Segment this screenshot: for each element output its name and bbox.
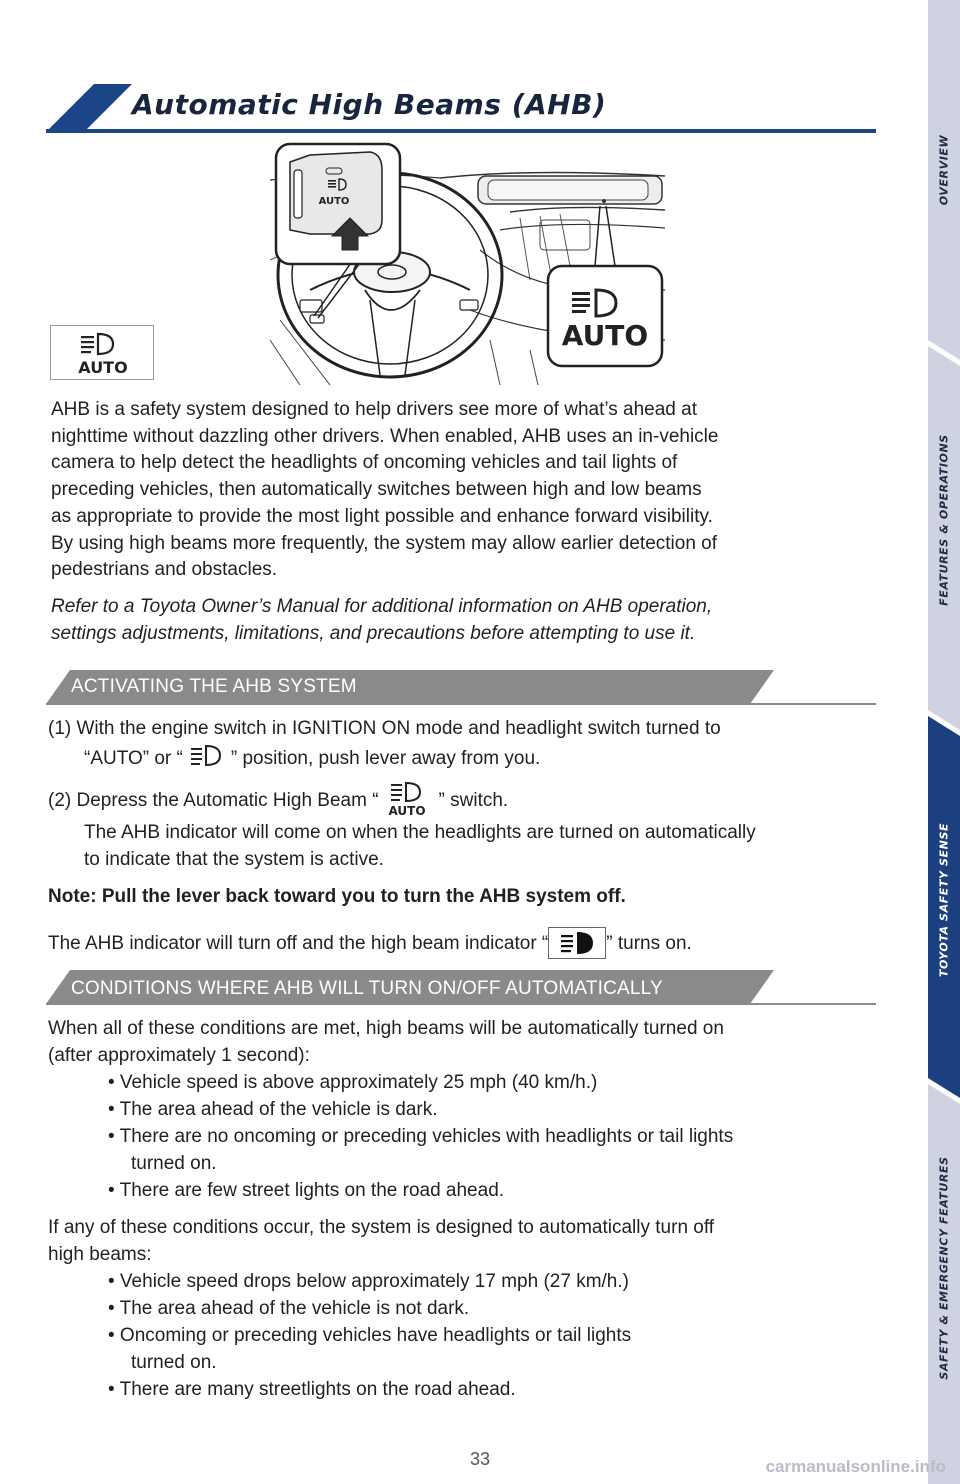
off-intro-1: If any of these conditions occur, the system is designed to automatically turn off xyxy=(48,1217,715,1238)
headlight-auto-icon xyxy=(191,745,223,773)
svg-text:AUTO: AUTO xyxy=(318,196,350,207)
step-2-line: (2) Depress the Automatic High Beam “ AUTO ” switch. xyxy=(48,780,508,822)
note-line: Note: Pull the lever back toward you to turn the AHB system off. xyxy=(48,886,626,907)
high-beam-indicator-icon xyxy=(548,927,606,959)
side-tab-toyota-safety-sense[interactable]: TOYOTA SAFETY SENSE xyxy=(937,822,951,978)
step-1-line-1: (1) With the engine switch in IGNITION ON mode and headlight switch turned to xyxy=(48,718,721,739)
watermark: carmanualsonline.info xyxy=(765,1457,946,1476)
on-intro-2: (after approximately 1 second): xyxy=(48,1045,310,1066)
section-conditions-heading: CONDITIONS WHERE AHB WILL TURN ON/OFF AUTOMATICALLY xyxy=(71,978,663,999)
svg-text:AUTO: AUTO xyxy=(388,804,426,818)
ahb-switch-inline-icon xyxy=(385,782,433,824)
on-item: • There are no oncoming or preceding vehicles with headlights or tail lights xyxy=(108,1126,734,1147)
indicator-line-2: to indicate that the system is active. xyxy=(84,849,384,870)
on-intro-1: When all of these conditions are met, high beams will be automatically turned on xyxy=(48,1018,724,1039)
section-activating-heading: ACTIVATING THE AHB SYSTEM xyxy=(71,676,357,697)
on-item-continued: turned on. xyxy=(131,1153,217,1174)
indicator-line-1: The AHB indicator will come on when the headlights are turned on automatically xyxy=(84,822,756,843)
page-number: 33 xyxy=(469,1449,491,1469)
off-item: • There are many streetlights on the road ahead. xyxy=(108,1379,516,1400)
svg-text:AUTO: AUTO xyxy=(78,358,128,377)
ahb-switch-icon xyxy=(50,325,154,380)
intro-paragraph: AHB is a safety system designed to help drivers see more of what’s ahead at nighttime without dazzling other drivers. When enabled, AHB uses an in-vehicle camera to help detect the headlights of oncoming vehicles and tail lights of preceding vehicles, then automatically switches between high and low beams as appropriate to provide the most light possible and enhance forward visibility. By using high beams more frequently, the system may allow earlier detection of pedestrians and obstacles. xyxy=(51,399,719,581)
refer-note: Refer to a Toyota Owner’s Manual for additional information on AHB operation, settings adjustments, limitations, and precautions before attempting to use it. xyxy=(51,596,713,644)
off-indicator-line: The AHB indicator will turn off and the high beam indicator “ ” turns on. xyxy=(48,928,692,960)
side-tab-overview[interactable]: OVERVIEW xyxy=(937,134,951,206)
page-title: Automatic High Beams (AHB) xyxy=(132,88,607,121)
side-tab-safety-emergency[interactable]: SAFETY & EMERGENCY FEATURES xyxy=(937,1156,951,1380)
on-item: • The area ahead of the vehicle is dark. xyxy=(108,1099,438,1120)
off-item: • Vehicle speed drops below approximately 17 mph (27 km/h.) xyxy=(108,1271,629,1292)
off-item: • Oncoming or preceding vehicles have headlights or tail lights xyxy=(108,1325,632,1346)
off-item-continued: turned on. xyxy=(131,1352,217,1373)
off-item: • The area ahead of the vehicle is not dark. xyxy=(108,1298,470,1319)
callout-auto-label: AUTO xyxy=(561,319,649,352)
dashboard-illustration xyxy=(270,140,670,385)
on-item: • Vehicle speed is above approximately 25 mph (40 km/h.) xyxy=(108,1072,598,1093)
off-intro-2: high beams: xyxy=(48,1244,152,1265)
step-1-line-2: “AUTO” or “ ” position, push lever away from you. xyxy=(84,745,540,773)
on-item: • There are few street lights on the road ahead. xyxy=(108,1180,505,1201)
side-tab-features-operations[interactable]: FEATURES & OPERATIONS xyxy=(937,434,951,606)
